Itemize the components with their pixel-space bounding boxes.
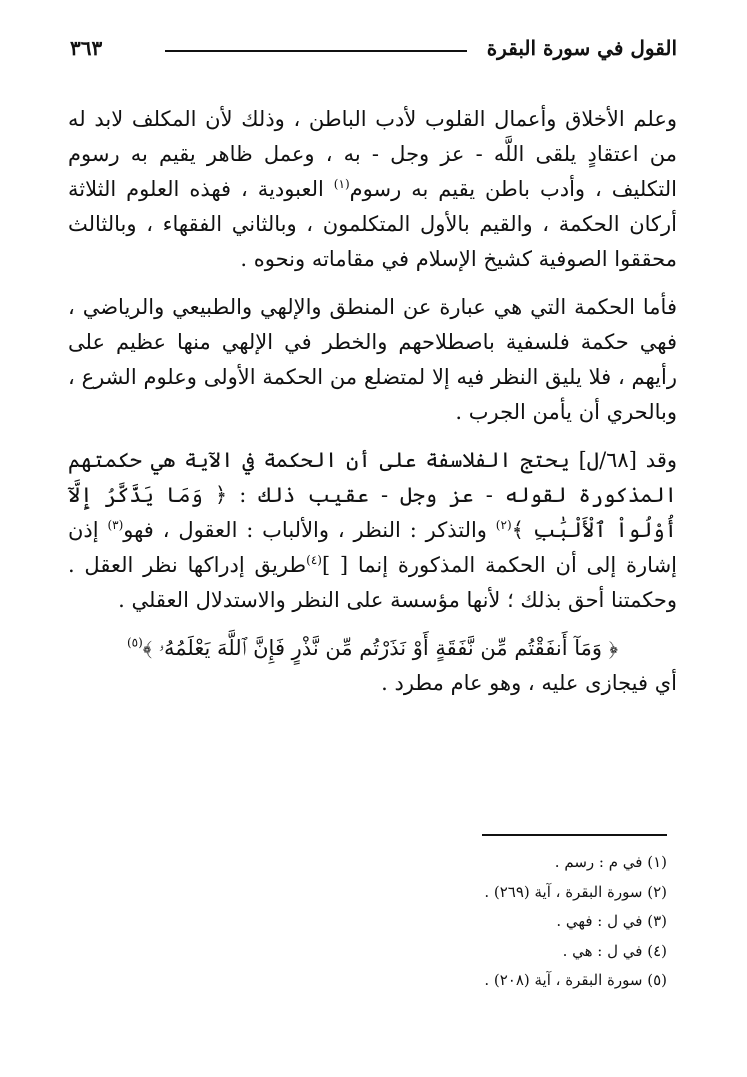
header-rule — [165, 50, 467, 52]
footnotes — [267, 848, 667, 996]
paragraph-3-part-c: إذن إشارة إلى أن الحكمة المذكورة إنما [ ] — [68, 518, 677, 577]
paragraph-3-part-d: طريق إدراكها نظر العقل . وحكمتنا أحق بذلك ؛ لأنها مؤسسة على النظر والاستدلال العقلي . — [68, 553, 677, 612]
footnote-ref-3: (٣) — [107, 518, 124, 532]
footnote-ref-5: (٥) — [126, 635, 143, 650]
main-text — [68, 102, 677, 701]
quran-verse-inline: ﴿ وَمَا يَذَّكَّرُ إِلَّآ أُوْلُواْ ٱلْأَلْبَٰبِ ﴾ — [68, 483, 677, 542]
paragraph-2: فأما الحكمة التي هي عبارة عن المنطق والإلهي والطبيعي والرياضي ، فهي حكمة فلسفية باصطلاحهم والخطر في الإلهي منها عظيم على رأيهم ، فلا يليق النظر فيه إلا لمتضلع من الحكمة الأولى وعلوم الشرع ، وبالحري أن يأمن الجرب . — [68, 295, 677, 424]
paragraph-4: أي فيجازى عليه ، وهو عام مطرد . — [381, 671, 677, 695]
footnote: (٥) سورة البقرة ، آية (٢٠٨) . — [484, 971, 667, 989]
paragraph-1-part-a: وعلم الأخلاق وأعمال القلوب لأدب الباطن ، وذلك لأن المكلف لابد له من اعتقادٍ يلقى اللَّه - عز وجل - به ، وعمل ظاهر يقيم به رسوم التكليف ، وأدب باطن يقيم به رسوم — [68, 107, 677, 201]
quran-verse-line — [68, 631, 677, 666]
footnote: (٣) في ل : فهي . — [556, 912, 667, 930]
footnote-separator — [482, 834, 667, 836]
footnote-ref-4: (٤) — [306, 553, 322, 567]
page-header — [70, 36, 677, 66]
footnote-ref-2: (٢) — [495, 518, 512, 532]
paragraph-3-part-a: وقد [٦٨/ل] يحتج الفلاسفة على أن الحكمة في الآية هي حكمتهم المذكورة لقوله - عز وجل - عقيب ذلك : — [68, 448, 677, 507]
paragraph-3-part-b: والتذكر : النظر ، والألباب : العقول ، فهو — [123, 518, 496, 542]
footnote: (٢) سورة البقرة ، آية (٢٦٩) . — [484, 882, 667, 901]
running-title: القول في سورة البقرة — [486, 36, 677, 60]
footnote-ref-1: (١) — [333, 177, 350, 191]
paragraph-3 — [68, 443, 677, 618]
footnote: (١) في م : رسم . — [554, 853, 667, 871]
paragraph-1-part-b: العبودية ، فهذه العلوم الثلاثة أركان الحكمة ، والقيم بالأول المتكلمون ، وبالثاني الفقهاء ، وبالثالث محققوا الصوفية كشيخ الإسلام في مقاماته ونحوه . — [68, 177, 677, 271]
paragraph-1 — [68, 102, 677, 277]
quran-verse: ﴿ وَمَآ أَنفَقْتُم مِّن نَّفَقَةٍ أَوْ نَذَرْتُم مِّن نَّذْرٍ فَإِنَّ ٱللَّهَ يَعْلَمُهُۥ ﴾ — [142, 636, 619, 660]
page-number: ٣٦٣ — [70, 36, 103, 60]
footnote: (٤) في ل : هي . — [562, 941, 667, 960]
